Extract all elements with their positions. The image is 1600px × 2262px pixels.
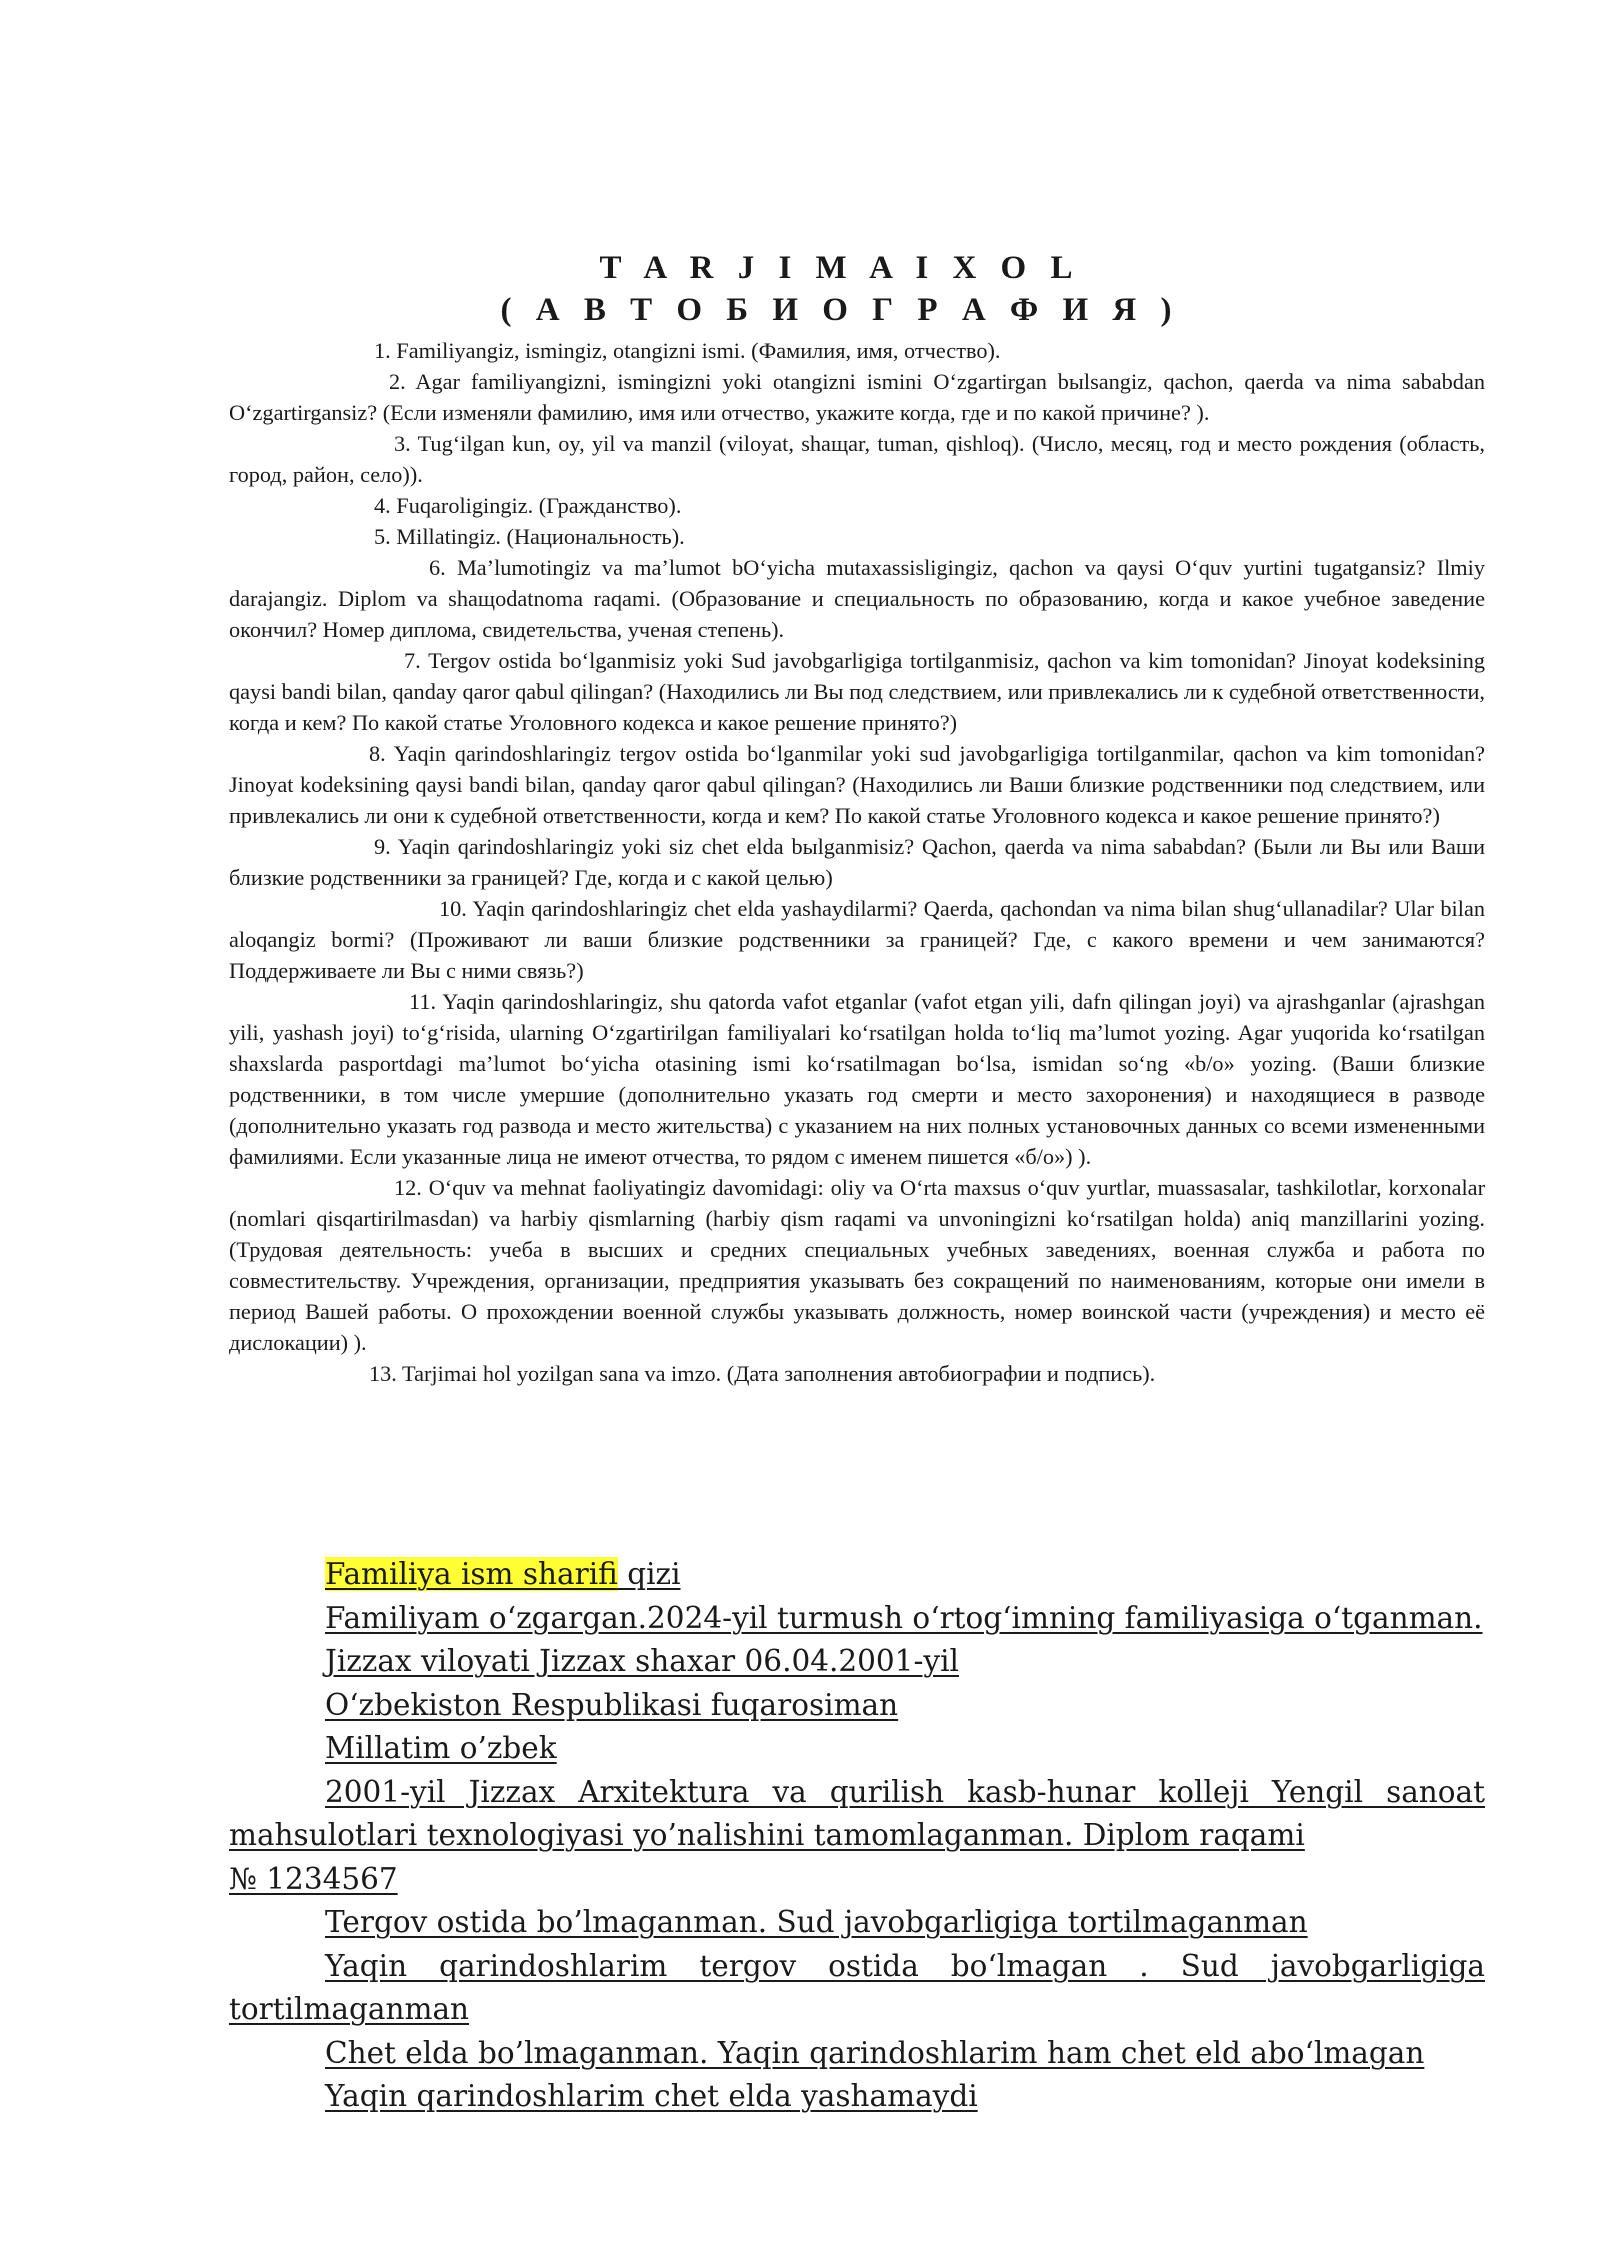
question-1: 1. Familiyangiz, ismingiz, otangizni ismi. (Фамилия, имя, отчество). xyxy=(374,338,1001,363)
answer-10-text: Yaqin qarindoshlarim chet elda yashamaydi xyxy=(325,2079,978,2113)
answer-2 xyxy=(229,1597,1485,1641)
document-title: T A R J I M A I X O L xyxy=(599,250,1081,286)
answer-6-text: 2001-yil Jizzax Arxitektura va qurilish kasb-hunar kolleji Yengil sanoat mahsulotlari texnologiyasi yo’nalishini tamomlaganman. Diplom raqami xyxy=(229,1774,1485,1852)
question-8: 8. Yaqin qarindoshlaringiz tergov ostida bo‘lganmilar yoki sud javobgarligiga tortilganmilar, qachon va kim tomonidan? Jinoyat kodeksining qaysi bandi bilan, qanday qaror qabul qilingan? (Находились ли Ваши близкие родственники под следствием, или привлекались ли они к судебной ответственности, когда и кем? По какой статье Уголовного кодекса и какое решение принято?) xyxy=(229,741,1485,828)
answer-8 xyxy=(229,1945,1485,2032)
answer-7-text: Tergov ostida bo’lmaganman. Sud javobgarligiga tortilmaganman xyxy=(325,1905,1308,1939)
name-suffix: qizi xyxy=(617,1557,681,1591)
answer-7 xyxy=(229,1901,1485,1945)
question-2: 2. Agar familiyangizni, ismingizni yoki otangizni ismini O‘zgartirgan bыlsangiz, qachon, qaerda va nima sababdan O‘zgartirgansiz? (Если изменяли фамилию, имя или отчество, укажите когда, где и по какой причине? ). xyxy=(229,369,1485,425)
answer-6-number xyxy=(229,1858,1485,1902)
answer-9-text: Chet elda bo’lmaganman. Yaqin qarindoshlarim ham chet eld abo‘lmagan xyxy=(325,2035,1425,2070)
answer-2-text: Familiyam o‘zgargan.2024-yil turmush o‘rtog‘imning familiyasiga o‘tganman. xyxy=(325,1600,1483,1635)
question-3: 3. Tug‘ilgan kun, oy, yil va manzil (viloyat, shaщar, tuman, qishloq). (Число, месяц, год и место рождения (область, город, район, село)). xyxy=(229,431,1485,487)
diploma-number: № 1234567 xyxy=(229,1861,398,1896)
answer-6 xyxy=(229,1771,1485,1858)
question-7: 7. Tergov ostida bo‘lganmisiz yoki Sud javobgarligiga tortilganmisiz, qachon va kim tomonidan? Jinoyat kodeksining qaysi bandi bilan, qanday qaror qabul qilingan? (Находились ли Вы под следствием, или привлекались ли к судебной ответственности, когда и кем? По какой статье Уголовного кодекса и какое решение принято?) xyxy=(229,648,1485,735)
answer-4 xyxy=(229,1684,1485,1728)
answers-list xyxy=(229,1553,1485,2119)
questions-list xyxy=(229,335,1485,1389)
question-9: 9. Yaqin qarindoshlaringiz yoki siz chet elda bыlganmisiz? Qachon, qaerda va nima sababdan? (Были ли Вы или Ваши близкие родственники за границей? Где, когда и с какой целью) xyxy=(229,834,1485,890)
question-5: 5. Millatingiz. (Национальность). xyxy=(374,524,685,549)
answer-3-text: Jizzax viloyati Jizzax shaxar 06.04.2001-yil xyxy=(325,1644,959,1678)
name-placeholder-highlight: Familiya ism sharifi xyxy=(325,1557,618,1591)
answer-9 xyxy=(229,2032,1485,2076)
answer-10 xyxy=(229,2075,1485,2119)
answer-8-text: Yaqin qarindoshlarim tergov ostida bo‘lmagan . Sud javobgarligiga tortilmaganman xyxy=(229,1948,1485,2026)
question-13: 13. Tarjimai hol yozilgan sana va imzo. (Дата заполнения автобиографии и подпись). xyxy=(369,1361,1156,1386)
question-11: 11. Yaqin qarindoshlaringiz, shu qatorda vafot etganlar (vafot etgan yili, dafn qilingan joyi) va ajrashganlar (ajrashgan yili, yashash joyi) to‘g‘risida, ularning O‘zgartirilgan familiyalari ko‘rsatilgan holda to‘liq ma’lumot yozing. Agar yuqorida ko‘rsatilgan shaxslarda pasportdagi ma’lumot bo‘yicha otasining ismi ko‘rsatilmagan bo‘lsa, ismidan so‘ng «b/o» yozing. (Ваши близкие родственники, в том числе умершие (дополнительно указать год смерти и место захоронения) и находящиеся в разводе (дополнительно указать год развода и место жительства) с указанием на них полных установочных данных со всеми измененными фамилиями. Если указанные лица не имеют отчества, то рядом с именем пишется «б/о») ). xyxy=(229,989,1485,1169)
question-4: 4. Fuqaroligingiz. (Гражданство). xyxy=(374,493,682,518)
answer-5-text: Millatim o’zbek xyxy=(325,1731,557,1765)
answer-3 xyxy=(229,1640,1485,1684)
question-12: 12. O‘quv va mehnat faoliyatingiz davomidagi: oliy va O‘rta maxsus o‘quv yurtlar, muassasalar, tashkilotlar, korxonalar (nomlari qisqartirilmasdan) va harbiy qismlarning (harbiy qism raqami va unvoningizni ko‘rsatilgan holda) aniq manzillarini yozing. (Трудовая деятельность: учеба в высших и средних специальных учебных заведениях, военная служба и работа по совместительству. Учреждения, организации, предприятия указывать без сокращений по наименованиям, которые они имели в период Вашей работы. О прохождении военной службы указывать должность, номер воинской части (учреждения) и место её дислокации) ). xyxy=(229,1175,1485,1355)
answer-4-text: O‘zbekiston Respublikasi fuqarosiman xyxy=(325,1687,899,1722)
question-10: 10. Yaqin qarindoshlaringiz chet elda yashaydilarmi? Qaerda, qachondan va nima bilan shug‘ullanadilar? Ular bilan aloqangiz bormi? (Проживают ли ваши близкие родственники за границей? Где, с какого времени и чем занимаются? Поддерживаете ли Вы с ними связь?) xyxy=(229,896,1485,983)
answer-1 xyxy=(229,1553,1485,1597)
document-subtitle: ( А В Т О Б И О Г Р А Ф И Я ) xyxy=(500,292,1180,328)
question-6: 6. Ma’lumotingiz va ma’lumot bO‘yicha mutaxassisligingiz, qachon va qaysi O‘quv yurtini tugatgansiz? Ilmiy darajangiz. Diplom va shaщodatnoma raqami. (Образование и специальность по образованию, когда и какое учебное заведение окончил? Номер диплома, свидетельства, ученая степень). xyxy=(229,555,1485,642)
answer-5 xyxy=(229,1727,1485,1771)
